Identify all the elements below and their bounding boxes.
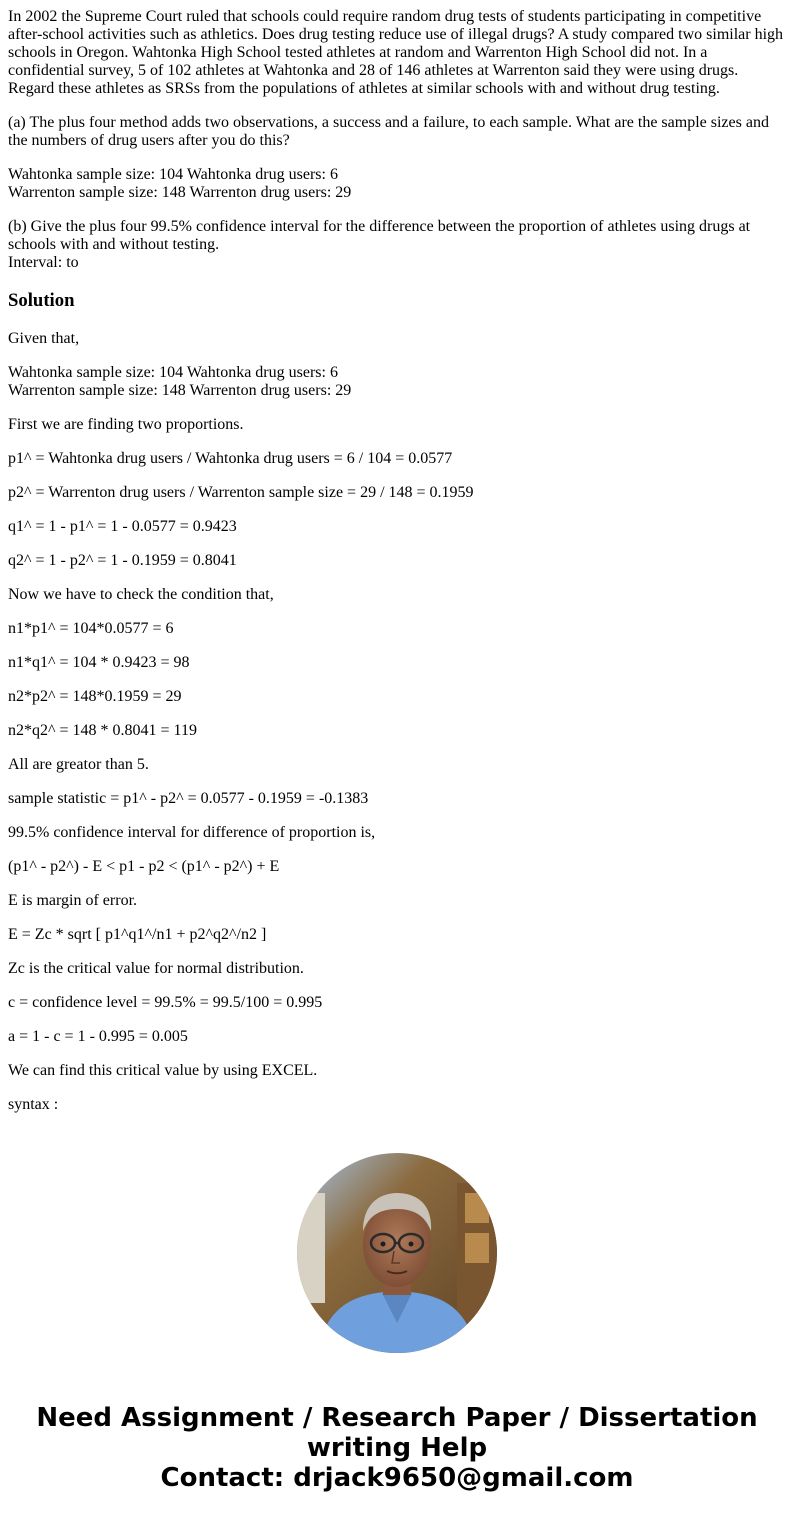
solution-step: n2*q2^ = 148 * 0.8041 = 119 (8, 722, 197, 739)
solution-step: We can find this critical value by using EXCEL. (8, 1062, 318, 1079)
solution-step: First we are finding two proportions. (8, 416, 244, 433)
question-part-b: (b) Give the plus four 99.5% confidence interval for the difference between the proportion of athletes using drugs at schools with and without testing. (8, 218, 751, 253)
solution-step: E is margin of error. (8, 892, 138, 909)
solution-step: n1*p1^ = 104*0.0577 = 6 (8, 620, 174, 637)
solution-step: Now we have to check the condition that, (8, 586, 274, 603)
solution-step: syntax : (8, 1096, 59, 1113)
solution-warrenton-line: Warrenton sample size: 148 Warrenton drug users: 29 (8, 382, 352, 399)
promo-contact-line: Contact: drjack9650@gmail.com (160, 1463, 634, 1493)
solution-step: 99.5% confidence interval for difference of proportion is, (8, 824, 376, 841)
solution-step: a = 1 - c = 1 - 0.995 = 0.005 (8, 1028, 188, 1045)
promo-line-1: Need Assignment / Research Paper / Dissertation (36, 1403, 758, 1433)
solution-given: Given that, (8, 330, 80, 347)
solution-step: q1^ = 1 - p1^ = 1 - 0.0577 = 0.9423 (8, 518, 237, 535)
solution-step: n1*q1^ = 104 * 0.9423 = 98 (8, 654, 190, 671)
solution-step: c = confidence level = 99.5% = 99.5/100 = 0.995 (8, 994, 323, 1011)
solution-step: All are greator than 5. (8, 756, 149, 773)
solution-step: Zc is the critical value for normal distribution. (8, 960, 304, 977)
promo-line-2: writing Help (306, 1433, 488, 1463)
solution-given-values (8, 364, 786, 400)
question-part-b-block (8, 218, 786, 272)
question-answer-a (8, 166, 786, 202)
promo-banner (0, 1403, 794, 1493)
question-part-a: (a) The plus four method adds two observations, a success and a failure, to each sample. What are the sample sizes and the numbers of drug users after you do this? (8, 114, 769, 149)
question-warrenton-line: Warrenton sample size: 148 Warrenton drug users: 29 (8, 184, 352, 201)
solution-wahtonka-line: Wahtonka sample size: 104 Wahtonka drug users: 6 (8, 364, 338, 381)
solution-step: n2*p2^ = 148*0.1959 = 29 (8, 688, 182, 705)
document-body (8, 8, 786, 1130)
solution-step: p1^ = Wahtonka drug users / Wahtonka drug users = 6 / 104 = 0.0577 (8, 450, 453, 467)
solution-step: (p1^ - p2^) - E < p1 - p2 < (p1^ - p2^) + E (8, 858, 280, 875)
person-portrait-icon (297, 1153, 497, 1353)
question-interval-line: Interval: to (8, 254, 79, 271)
avatar (297, 1153, 497, 1353)
solution-step: p2^ = Warrenton drug users / Warrenton sample size = 29 / 148 = 0.1959 (8, 484, 474, 501)
question-intro: In 2002 the Supreme Court ruled that schools could require random drug tests of students participating in competitive after-school activities such as athletics. Does drug testing reduce use of illegal drugs? A study compared two similar high schools in Oregon. Wahtonka High School tested athletes at random and Warrenton High School did not. In a confidential survey, 5 of 102 athletes at Wahtonka and 28 of 146 athletes at Warrenton said they were using drugs. Regard these athletes as SRSs from the populations of athletes at similar schools with and without drug testing. (8, 8, 784, 97)
solution-heading: Solution (8, 290, 75, 311)
solution-step: E = Zc * sqrt [ p1^q1^/n1 + p2^q2^/n2 ] (8, 926, 267, 943)
solution-step: sample statistic = p1^ - p2^ = 0.0577 - 0.1959 = -0.1383 (8, 790, 369, 807)
solution-step: q2^ = 1 - p2^ = 1 - 0.1959 = 0.8041 (8, 552, 237, 569)
question-wahtonka-line: Wahtonka sample size: 104 Wahtonka drug users: 6 (8, 166, 338, 183)
